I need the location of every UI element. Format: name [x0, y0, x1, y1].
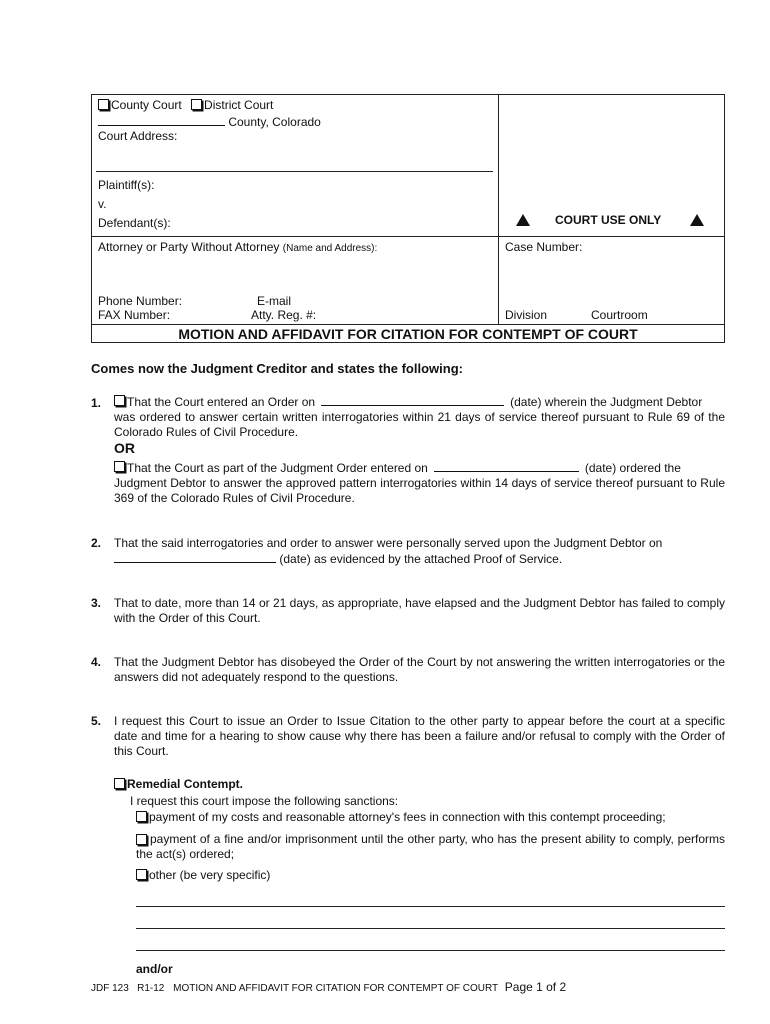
sanction-option-3: [136, 868, 270, 883]
item-2-text: That the said interrogatories and order to answer were personally served upon the Judgment Debtor on: [114, 536, 663, 550]
title-divider: [91, 324, 725, 325]
document-title: MOTION AND AFFIDAVIT FOR CITATION FOR CONTEMPT OF COURT: [178, 326, 638, 342]
item-2-number: 2.: [91, 536, 102, 550]
triangle-up-icon: [690, 214, 704, 226]
footer-form-id: JDF 123 R1-12: [91, 983, 165, 994]
footer-form-title: MOTION AND AFFIDAVIT FOR CITATION FOR CONTEMPT OF COURT: [173, 983, 498, 994]
county-row: [98, 114, 321, 130]
sanction-3-checkbox[interactable]: [136, 869, 147, 880]
box-center-divider: [498, 94, 499, 324]
item-4-number: 4.: [91, 655, 102, 669]
item-1b-first-line: [114, 460, 725, 476]
item-1a-checkbox[interactable]: [114, 395, 125, 406]
item-2-line2: (date) as evidenced by the attached Proof of Service.: [279, 552, 563, 566]
specify-line-3[interactable]: [136, 950, 725, 951]
remedial-heading: Remedial Contempt.: [127, 777, 244, 791]
item-1-number: 1.: [91, 396, 102, 410]
intro-statement: Comes now the Judgment Creditor and states the following:: [91, 361, 463, 376]
county-name-blank[interactable]: [98, 114, 225, 126]
county-court-label: County Court: [111, 98, 182, 112]
item-1b-pre: That the Court as part of the Judgment Order entered on: [127, 461, 428, 475]
item-1a-first-line: [114, 394, 725, 410]
remedial-contempt-checkbox[interactable]: [114, 778, 125, 789]
division-label: Division: [505, 308, 548, 322]
footer: [91, 980, 566, 996]
item-2-date-blank[interactable]: [114, 551, 276, 563]
box-bottom-border: [91, 342, 725, 343]
fax-label: FAX Number:: [98, 308, 171, 322]
sanction-option-2: [136, 832, 725, 862]
specify-line-2[interactable]: [136, 928, 725, 929]
atty-reg-label: Atty. Reg. #:: [251, 308, 317, 322]
item-3-number: 3.: [91, 596, 102, 610]
phone-label: Phone Number:: [98, 294, 183, 308]
county-suffix: County, Colorado: [228, 115, 321, 129]
remedial-row: [114, 777, 243, 792]
item-1a-text: was ordered to answer certain written interrogatories within 21 days of service thereof pursuant to Rule 69 of the Colorado Rules of Civil Procedure.: [114, 410, 725, 439]
remedial-intro: I request this court impose the following sanctions:: [130, 794, 399, 808]
item-1a-post: (date) wherein the Judgment Debtor: [510, 395, 703, 409]
sanction-2-text: payment of a fine and/or imprisonment until the other party, who has the present ability to comply, performs the act(s) ordered;: [136, 832, 725, 861]
box-left-border: [91, 94, 92, 343]
sanction-1-checkbox[interactable]: [136, 811, 147, 822]
item-4-text: That the Judgment Debtor has disobeyed the Order of the Court by not answering the written interrogatories or the answers did not adequately respond to the questions.: [114, 655, 725, 684]
court-type-row: [98, 98, 273, 113]
district-court-label: District Court: [204, 98, 274, 112]
plaintiffs-label: Plaintiff(s):: [98, 178, 155, 192]
item-5-number: 5.: [91, 714, 102, 728]
attorney-label: Attorney or Party Without Attorney: [98, 240, 280, 254]
court-use-only-label: COURT USE ONLY: [555, 213, 662, 227]
and-or-label: and/or: [136, 962, 173, 976]
box-middle-divider: [91, 236, 725, 237]
district-court-checkbox[interactable]: [191, 99, 202, 110]
or-label: OR: [114, 440, 135, 456]
footer-page-number: Page 1 of 2: [504, 980, 567, 994]
sanction-3-text: other (be very specific): [149, 868, 271, 882]
item-1a-date-blank[interactable]: [321, 394, 504, 406]
courtroom-label: Courtroom: [591, 308, 648, 322]
item-2-second-line: [114, 551, 562, 567]
item-3-text: That to date, more than 14 or 21 days, as appropriate, have elapsed and the Judgment Debtor has failed to comply with the Order of this Court.: [114, 596, 725, 625]
defendants-label: Defendant(s):: [98, 216, 171, 230]
item-1b-checkbox[interactable]: [114, 461, 125, 472]
versus-label: v.: [98, 197, 107, 211]
court-address-label: Court Address:: [98, 129, 178, 143]
item-1b-post: (date) ordered the: [584, 461, 681, 475]
email-label: E-mail: [257, 294, 292, 308]
attorney-note: (Name and Address):: [282, 243, 378, 254]
box-top-border: [91, 94, 725, 95]
box-right-border: [724, 94, 725, 343]
sanction-1-text: payment of my costs and reasonable attorney's fees in connection with this contempt proceeding;: [149, 810, 666, 824]
item-5-text: I request this Court to issue an Order to Issue Citation to the other party to appear before the court at a specific date and time for a hearing to show cause why there has been a failure and/or refusal to comply with the Order of this Court.: [114, 714, 725, 758]
item-1b-date-blank[interactable]: [434, 460, 579, 472]
triangle-up-icon: [516, 214, 530, 226]
sanction-option-1: [136, 810, 666, 825]
attorney-row: [98, 240, 377, 256]
case-number-label: Case Number:: [505, 240, 583, 254]
caption-separator-line: [96, 171, 493, 172]
item-1a-pre: That the Court entered an Order on: [127, 395, 316, 409]
county-court-checkbox[interactable]: [98, 99, 109, 110]
specify-line-1[interactable]: [136, 906, 725, 907]
item-1b-text: Judgment Debtor to answer the approved pattern interrogatories within 14 days of service thereof pursuant to Rule 369 of the Colorado Rules of Civil Procedure.: [114, 476, 725, 505]
